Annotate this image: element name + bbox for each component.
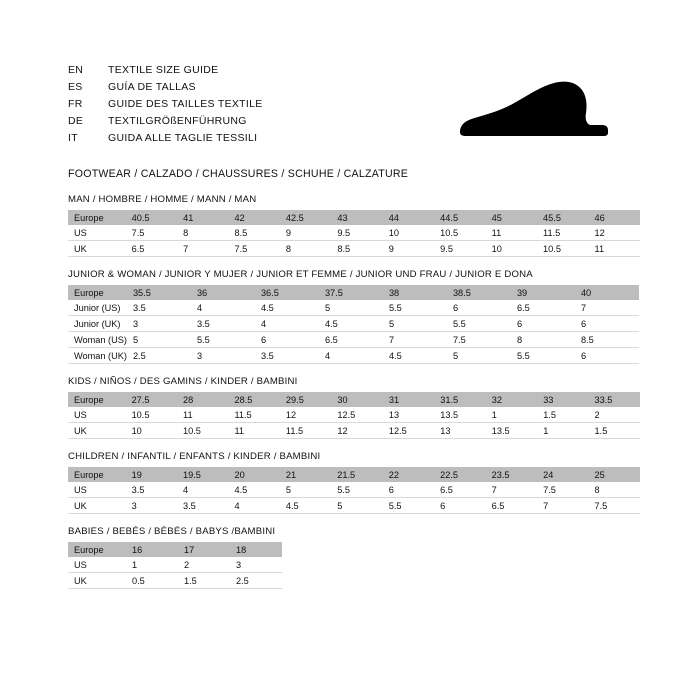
header-cell: 32: [486, 392, 537, 407]
table-header-row: [68, 210, 640, 225]
cell: 11: [177, 407, 228, 423]
table-row: [68, 225, 640, 241]
group-man: [68, 194, 640, 257]
table-header-row: [68, 285, 639, 300]
header-cell: 28: [177, 392, 228, 407]
cell: 4.5: [319, 316, 383, 332]
cell: 3.5: [127, 300, 191, 316]
cell: 2: [178, 557, 230, 573]
language-title: TEXTILGRÖßENFÜHRUNG: [108, 115, 247, 127]
language-row: [68, 62, 640, 79]
row-label: US: [68, 407, 126, 423]
row-label: UK: [68, 241, 126, 257]
cell: 12: [331, 423, 382, 439]
table-row: [68, 498, 640, 514]
header-cell: 33: [537, 392, 588, 407]
cell: 8: [588, 482, 640, 498]
header-cell: 31: [383, 392, 434, 407]
row-label: Woman (US): [68, 332, 127, 348]
header-cell: 36: [191, 285, 255, 300]
cell: 5.5: [511, 348, 575, 364]
cell: 10: [126, 423, 177, 439]
table-header-row: [68, 467, 640, 482]
size-table-children: [68, 467, 640, 514]
cell: 1.5: [589, 423, 640, 439]
cell: 10.5: [537, 241, 589, 257]
header-cell: 36.5: [255, 285, 319, 300]
cell: 7: [486, 482, 537, 498]
cell: 6: [575, 316, 639, 332]
cell: 6.5: [319, 332, 383, 348]
header-cell: 43: [331, 210, 382, 225]
header-cell: 46: [589, 210, 640, 225]
header-cell: 45.5: [537, 210, 589, 225]
row-label: Woman (UK): [68, 348, 127, 364]
group-label: BABIES / BEBÉS / BÉBÉS / BABYS /BAMBINI: [68, 526, 276, 537]
cell: 6: [511, 316, 575, 332]
cell: 5.5: [191, 332, 255, 348]
header-cell: 22: [383, 467, 434, 482]
size-table-babies: [68, 542, 282, 589]
header-cell: Europe: [68, 210, 126, 225]
cell: 1.5: [178, 573, 230, 589]
language-title: TEXTILE SIZE GUIDE: [108, 64, 219, 76]
cell: 4: [191, 300, 255, 316]
header-cell: 19.5: [177, 467, 228, 482]
cell: 13: [383, 407, 434, 423]
size-table-kids: [68, 392, 640, 439]
cell: 10.5: [434, 225, 486, 241]
language-code: ES: [68, 81, 83, 93]
cell: 6: [383, 482, 434, 498]
cell: 5: [280, 482, 331, 498]
cell: 7.5: [537, 482, 588, 498]
cell: 5: [331, 498, 382, 514]
cell: 11.5: [228, 407, 279, 423]
cell: 11: [228, 423, 279, 439]
cell: 12.5: [331, 407, 382, 423]
cell: 6.5: [126, 241, 178, 257]
cell: 10: [383, 225, 434, 241]
table-row: [68, 482, 640, 498]
cell: 4.5: [280, 498, 331, 514]
table-header-row: [68, 542, 282, 557]
cell: 10.5: [177, 423, 228, 439]
cell: 8: [511, 332, 575, 348]
table-row: [68, 241, 640, 257]
language-code: FR: [68, 98, 83, 110]
language-code: IT: [68, 132, 78, 144]
cell: 7.5: [126, 225, 178, 241]
size-table-man: [68, 210, 640, 257]
header-cell: 20: [228, 467, 279, 482]
header-cell: 45: [486, 210, 537, 225]
header-cell: 28.5: [228, 392, 279, 407]
cell: 7: [383, 332, 447, 348]
cell: 3.5: [255, 348, 319, 364]
row-label: US: [68, 482, 126, 498]
header-cell: 37.5: [319, 285, 383, 300]
cell: 11: [486, 225, 537, 241]
header-cell: 18: [230, 542, 282, 557]
row-label: US: [68, 225, 126, 241]
table-row: [68, 407, 640, 423]
row-label: Junior (US): [68, 300, 127, 316]
header-cell: 19: [126, 467, 177, 482]
cell: 12.5: [383, 423, 434, 439]
cell: 5.5: [447, 316, 511, 332]
row-label: Junior (UK): [68, 316, 127, 332]
group-label: JUNIOR & WOMAN / JUNIOR Y MUJER / JUNIOR ET FEMME / JUNIOR UND FRAU / JUNIOR E DONA: [68, 269, 533, 280]
group-children: [68, 451, 640, 514]
header-cell: 27.5: [126, 392, 177, 407]
cell: 11.5: [537, 225, 589, 241]
cell: 13.5: [434, 407, 485, 423]
header-cell: 39: [511, 285, 575, 300]
header-cell: Europe: [68, 467, 126, 482]
cell: 8.5: [331, 241, 382, 257]
header-cell: 33.5: [589, 392, 640, 407]
group-label: KIDS / NIÑOS / DES GAMINS / KINDER / BAMBINI: [68, 376, 298, 387]
cell: 5: [319, 300, 383, 316]
cell: 4.5: [383, 348, 447, 364]
cell: 11: [589, 241, 640, 257]
cell: 9.5: [434, 241, 486, 257]
cell: 6.5: [434, 482, 485, 498]
cell: 8.5: [228, 225, 279, 241]
cell: 4: [177, 482, 228, 498]
cell: 6.5: [511, 300, 575, 316]
cell: 2: [589, 407, 640, 423]
cell: 6: [255, 332, 319, 348]
cell: 13: [434, 423, 485, 439]
cell: 8: [280, 241, 332, 257]
cell: 4.5: [228, 482, 279, 498]
header-cell: 21: [280, 467, 331, 482]
header-cell: 42: [228, 210, 279, 225]
header-cell: 40.5: [126, 210, 178, 225]
cell: 3: [127, 316, 191, 332]
header-cell: Europe: [68, 285, 127, 300]
table-row: [68, 348, 639, 364]
cell: 2.5: [230, 573, 282, 589]
group-label: CHILDREN / INFANTIL / ENFANTS / KINDER / BAMBINI: [68, 451, 321, 462]
cell: 3: [191, 348, 255, 364]
cell: 5.5: [383, 300, 447, 316]
cell: 3.5: [191, 316, 255, 332]
table-row: [68, 573, 282, 589]
cell: 7.5: [228, 241, 279, 257]
header-cell: 38.5: [447, 285, 511, 300]
header-cell: 44: [383, 210, 434, 225]
cell: 8: [177, 225, 228, 241]
cell: 1: [537, 423, 588, 439]
header-cell: 29.5: [280, 392, 331, 407]
cell: 5: [383, 316, 447, 332]
cell: 5.5: [383, 498, 434, 514]
row-label: UK: [68, 423, 126, 439]
group-label: MAN / HOMBRE / HOMME / MANN / MAN: [68, 194, 257, 205]
header-cell: 41: [177, 210, 228, 225]
cell: 4: [228, 498, 279, 514]
cell: 1.5: [537, 407, 588, 423]
cell: 7: [537, 498, 588, 514]
cell: 1: [486, 407, 537, 423]
cell: 0.5: [126, 573, 178, 589]
cell: 5: [447, 348, 511, 364]
table-row: [68, 332, 639, 348]
cell: 1: [126, 557, 178, 573]
cell: 5.5: [331, 482, 382, 498]
cell: 6: [434, 498, 485, 514]
cell: 4.5: [255, 300, 319, 316]
header-cell: 44.5: [434, 210, 486, 225]
cell: 10: [486, 241, 537, 257]
header-cell: 16: [126, 542, 178, 557]
size-table-junior-woman: [68, 285, 639, 364]
cell: 9: [383, 241, 434, 257]
header-cell: 42.5: [280, 210, 332, 225]
cell: 7: [177, 241, 228, 257]
header-cell: 40: [575, 285, 639, 300]
cell: 3: [230, 557, 282, 573]
cell: 6.5: [486, 498, 537, 514]
header-cell: Europe: [68, 542, 126, 557]
header-cell: 25: [588, 467, 640, 482]
language-title: GUÍA DE TALLAS: [108, 81, 196, 93]
row-label: UK: [68, 498, 126, 514]
cell: 7.5: [588, 498, 640, 514]
header-cell: 35.5: [127, 285, 191, 300]
header-cell: 22.5: [434, 467, 485, 482]
table-row: [68, 423, 640, 439]
table-row: [68, 316, 639, 332]
group-junior-woman: [68, 269, 640, 364]
cell: 7: [575, 300, 639, 316]
header-cell: 23.5: [486, 467, 537, 482]
group-babies: [68, 526, 640, 589]
header-cell: 30: [331, 392, 382, 407]
header-cell: 31.5: [434, 392, 485, 407]
footwear-section-title: FOOTWEAR / CALZADO / CHAUSSURES / SCHUHE / CALZATURE: [68, 168, 409, 180]
cell: 12: [589, 225, 640, 241]
cell: 12: [280, 407, 331, 423]
header-cell: Europe: [68, 392, 126, 407]
page-header: [68, 62, 640, 158]
cell: 13.5: [486, 423, 537, 439]
header-cell: 24: [537, 467, 588, 482]
cell: 5: [127, 332, 191, 348]
cell: 9: [280, 225, 332, 241]
table-row: [68, 557, 282, 573]
cell: 3: [126, 498, 177, 514]
cell: 9.5: [331, 225, 382, 241]
language-code: EN: [68, 64, 84, 76]
table-header-row: [68, 392, 640, 407]
cell: 3.5: [177, 498, 228, 514]
cell: 4: [319, 348, 383, 364]
header-cell: 21.5: [331, 467, 382, 482]
cell: 4: [255, 316, 319, 332]
cell: 6: [447, 300, 511, 316]
row-label: US: [68, 557, 126, 573]
dress-shoe-icon: [426, 80, 616, 142]
cell: 2.5: [127, 348, 191, 364]
cell: 11.5: [280, 423, 331, 439]
cell: 6: [575, 348, 639, 364]
language-title: GUIDE DES TAILLES TEXTILE: [108, 98, 263, 110]
header-cell: 38: [383, 285, 447, 300]
cell: 10.5: [126, 407, 177, 423]
row-label: UK: [68, 573, 126, 589]
header-cell: 17: [178, 542, 230, 557]
cell: 3.5: [126, 482, 177, 498]
language-code: DE: [68, 115, 84, 127]
cell: 8.5: [575, 332, 639, 348]
group-kids: [68, 376, 640, 439]
cell: 7.5: [447, 332, 511, 348]
language-title: GUIDA ALLE TAGLIE TESSILI: [108, 132, 258, 144]
table-row: [68, 300, 639, 316]
